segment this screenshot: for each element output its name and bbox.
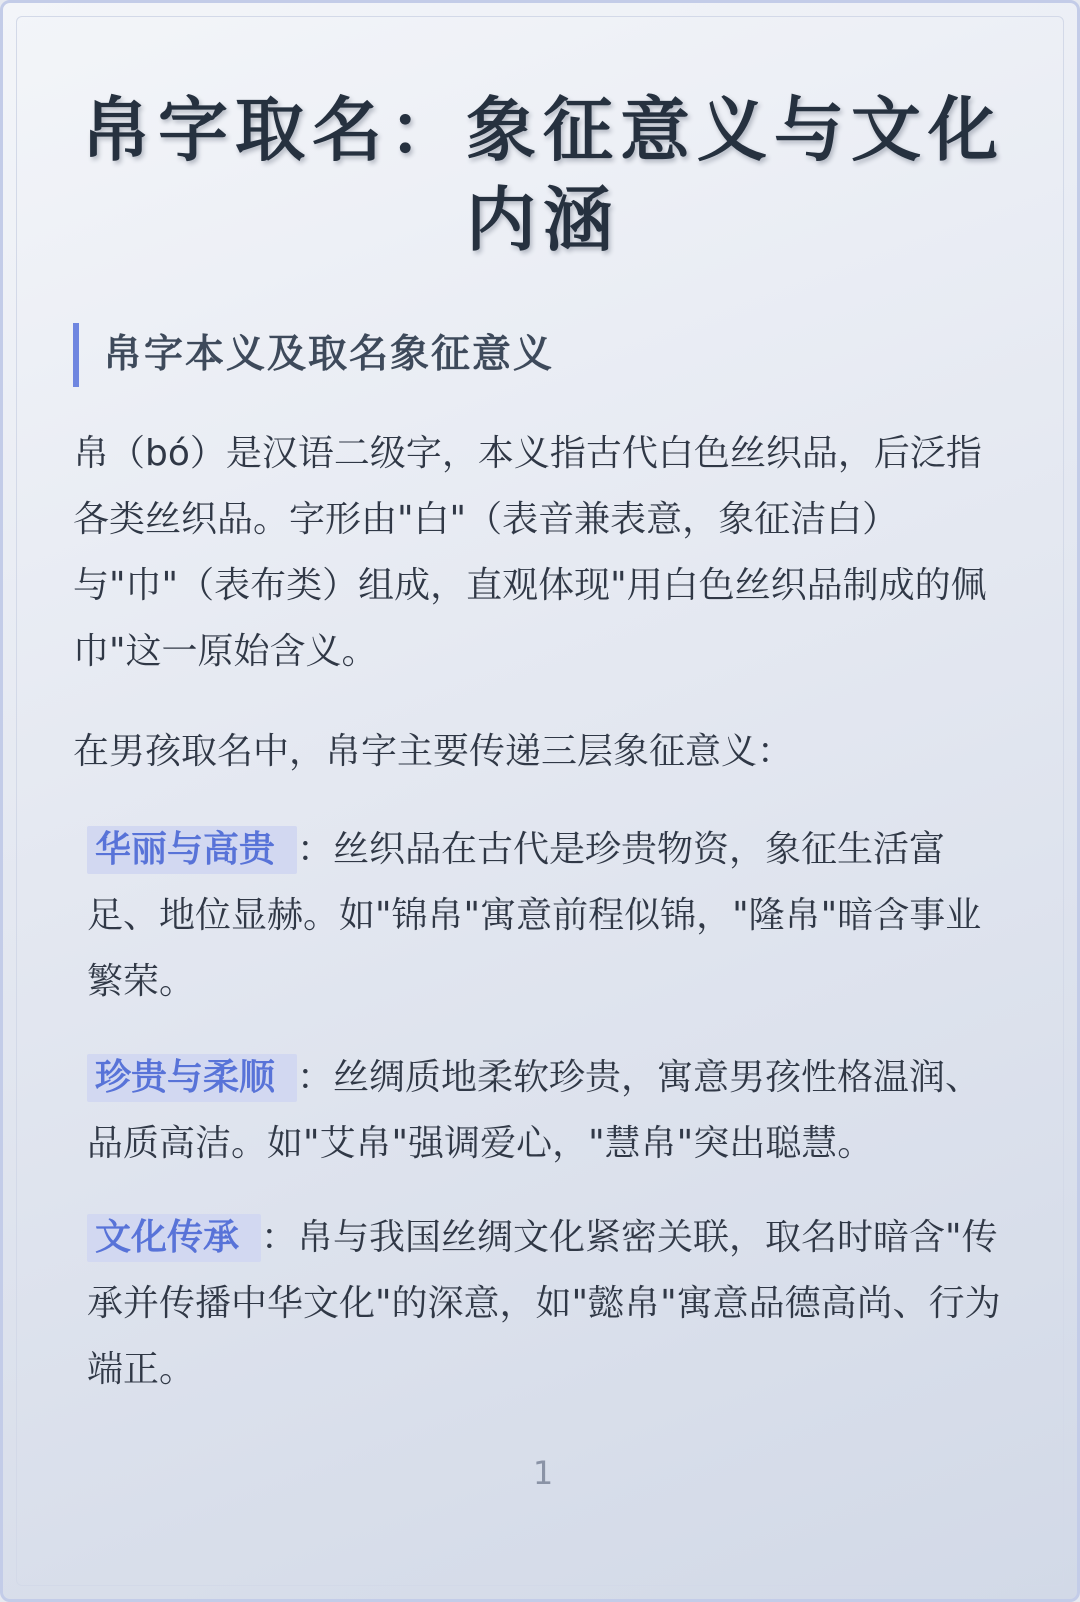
highlight-term: 文化传承 (87, 1214, 261, 1262)
meaning-text: 帛与我国丝绸文化紧密关联，取名时暗含"传承并传播中华文化"的深意，如"懿帛"寓意品德高尚、行为端正。 (87, 1217, 1001, 1390)
list-item (87, 817, 1013, 1015)
list-item (87, 1045, 1013, 1177)
term-separator: ： (297, 1057, 334, 1098)
highlight-term: 珍贵与柔顺 (87, 1054, 297, 1102)
section-heading: 帛字本义及取名象征意义 (73, 323, 773, 387)
term-separator: ： (297, 829, 334, 870)
term-separator: ： (261, 1217, 298, 1258)
list-item (87, 1205, 1013, 1403)
meanings-list (87, 817, 1013, 1433)
page-number: 1 (532, 1454, 554, 1492)
meaning-text: 丝绸质地柔软珍贵，寓意男孩性格温润、品质高洁。如"艾帛"强调爱心，"慧帛"突出聪慧。 (87, 1057, 982, 1164)
meanings-lead-paragraph: 在男孩取名中，帛字主要传递三层象征意义： (73, 731, 794, 772)
meaning-text: 丝织品在古代是珍贵物资，象征生活富足、地位显赫。如"锦帛"寓意前程似锦，"隆帛"暗含事业繁荣。 (87, 829, 982, 1002)
page-title: 帛字取名：象征意义与文化内涵 (81, 89, 1005, 261)
intro-paragraph: 帛（bó）是汉语二级字，本义指古代白色丝织品，后泛指各类丝织品。字形由"白"（表音兼表意，象征洁白）与"巾"（表布类）组成，直观体现"用白色丝织品制成的佩巾"这一原始含义。 (73, 433, 987, 672)
highlight-term: 华丽与高贵 (87, 826, 297, 874)
